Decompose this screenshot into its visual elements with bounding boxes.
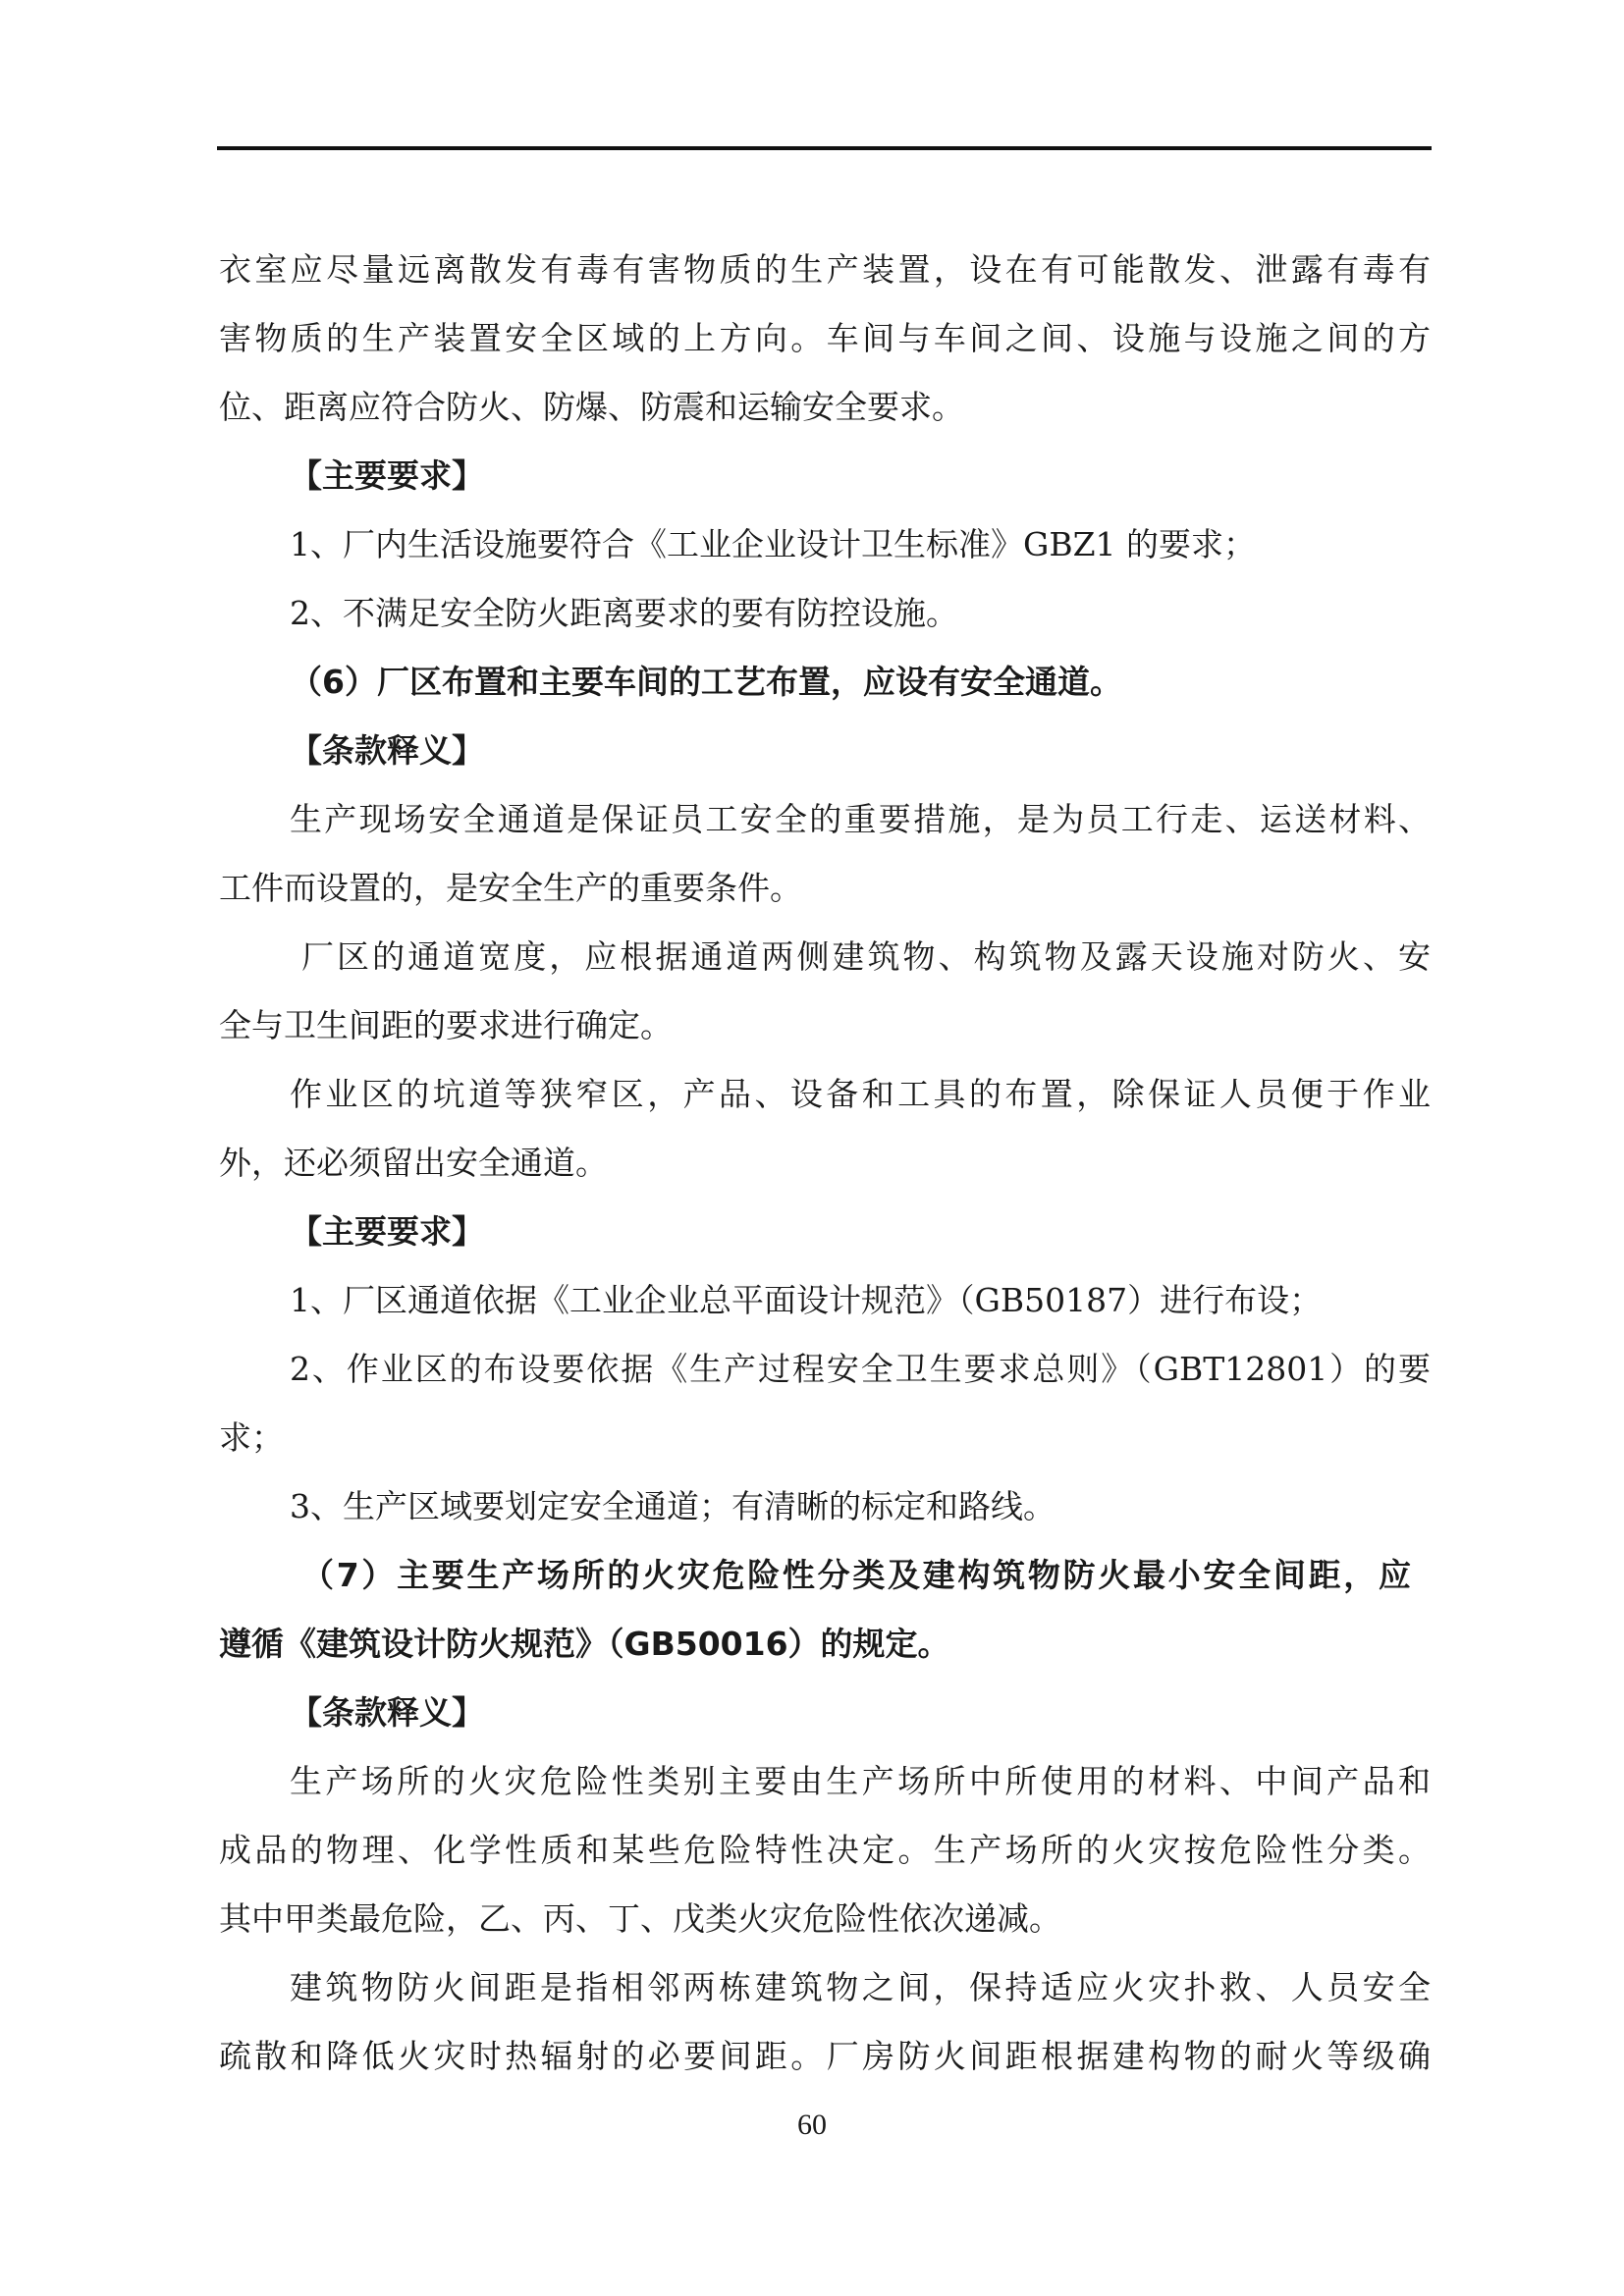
body-line-work-area-2: 外，还必须留出安全通道。	[219, 1144, 608, 1182]
body-line-fire-category-3: 其中甲类最危险，乙、丙、丁、戊类火灾危险性依次递减。	[219, 1899, 1061, 1938]
body-line-fire-category-2: 成品的物理、化学性质和某些危险特性决定。生产场所的火灾按危险性分类。	[219, 1831, 1431, 1869]
clause-heading-7-cont: 遵循《建筑设计防火规范》（GB50016）的规定。	[219, 1625, 950, 1663]
body-line-fire-category-1: 生产场所的火灾危险性类别主要由生产场所中所使用的材料、中间产品和	[290, 1762, 1431, 1800]
body-line-safety-passage-2: 工件而设置的，是安全生产的重要条件。	[219, 869, 802, 907]
body-line-passage-width-2: 全与卫生间距的要求进行确定。	[219, 1006, 673, 1044]
body-line-1: 衣室应尽量远离散发有毒有害物质的生产装置，设在有可能散发、泄露有毒有	[219, 250, 1431, 289]
requirement-item-2: 2、不满足安全防火距离要求的要有防控设施。	[290, 594, 958, 632]
clause-heading-6: （6）厂区布置和主要车间的工艺布置，应设有安全通道。	[290, 663, 1122, 701]
body-line-fire-distance-1: 建筑物防火间距是指相邻两栋建筑物之间，保持适应火灾扑救、人员安全	[290, 1968, 1431, 2006]
header-rule	[217, 146, 1432, 150]
body-line-passage-width-1: 厂区的通道宽度，应根据通道两侧建筑物、构筑物及露天设施对防火、安	[301, 937, 1431, 976]
requirement-item-passage-1: 1、厂区通道依据《工业企业总平面设计规范》（GB50187）进行布设；	[290, 1281, 1323, 1319]
requirement-item-1: 1、厂内生活设施要符合《工业企业设计卫生标准》GBZ1 的要求；	[290, 525, 1257, 563]
requirement-item-passage-2: 2、作业区的布设要依据《生产过程安全卫生要求总则》（GBT12801）的要	[290, 1350, 1431, 1388]
section-heading-main-requirements-2: 【主要要求】	[290, 1212, 484, 1251]
section-heading-clause-explanation-2: 【条款释义】	[290, 1693, 484, 1732]
body-line-2: 害物质的生产装置安全区域的上方向。车间与车间之间、设施与设施之间的方	[219, 319, 1431, 357]
body-line-safety-passage-1: 生产现场安全通道是保证员工安全的重要措施，是为员工行走、运送材料、	[290, 800, 1431, 838]
body-line-3: 位、距离应符合防火、防爆、防震和运输安全要求。	[219, 388, 964, 426]
clause-heading-7: （7）主要生产场所的火灾危险性分类及建构筑物防火最小安全间距，应	[301, 1556, 1411, 1594]
body-line-work-area-1: 作业区的坑道等狭窄区，产品、设备和工具的布置，除保证人员便于作业	[290, 1075, 1431, 1113]
page-number: 60	[797, 2109, 827, 2141]
body-line-fire-distance-2: 疏散和降低火灾时热辐射的必要间距。厂房防火间距根据建构物的耐火等级确	[219, 2037, 1431, 2075]
section-heading-clause-explanation: 【条款释义】	[290, 731, 484, 770]
requirement-item-passage-2-cont: 求；	[219, 1418, 284, 1457]
section-heading-main-requirements: 【主要要求】	[290, 456, 484, 495]
requirement-item-passage-3: 3、生产区域要划定安全通道；有清晰的标定和路线。	[290, 1487, 1056, 1525]
